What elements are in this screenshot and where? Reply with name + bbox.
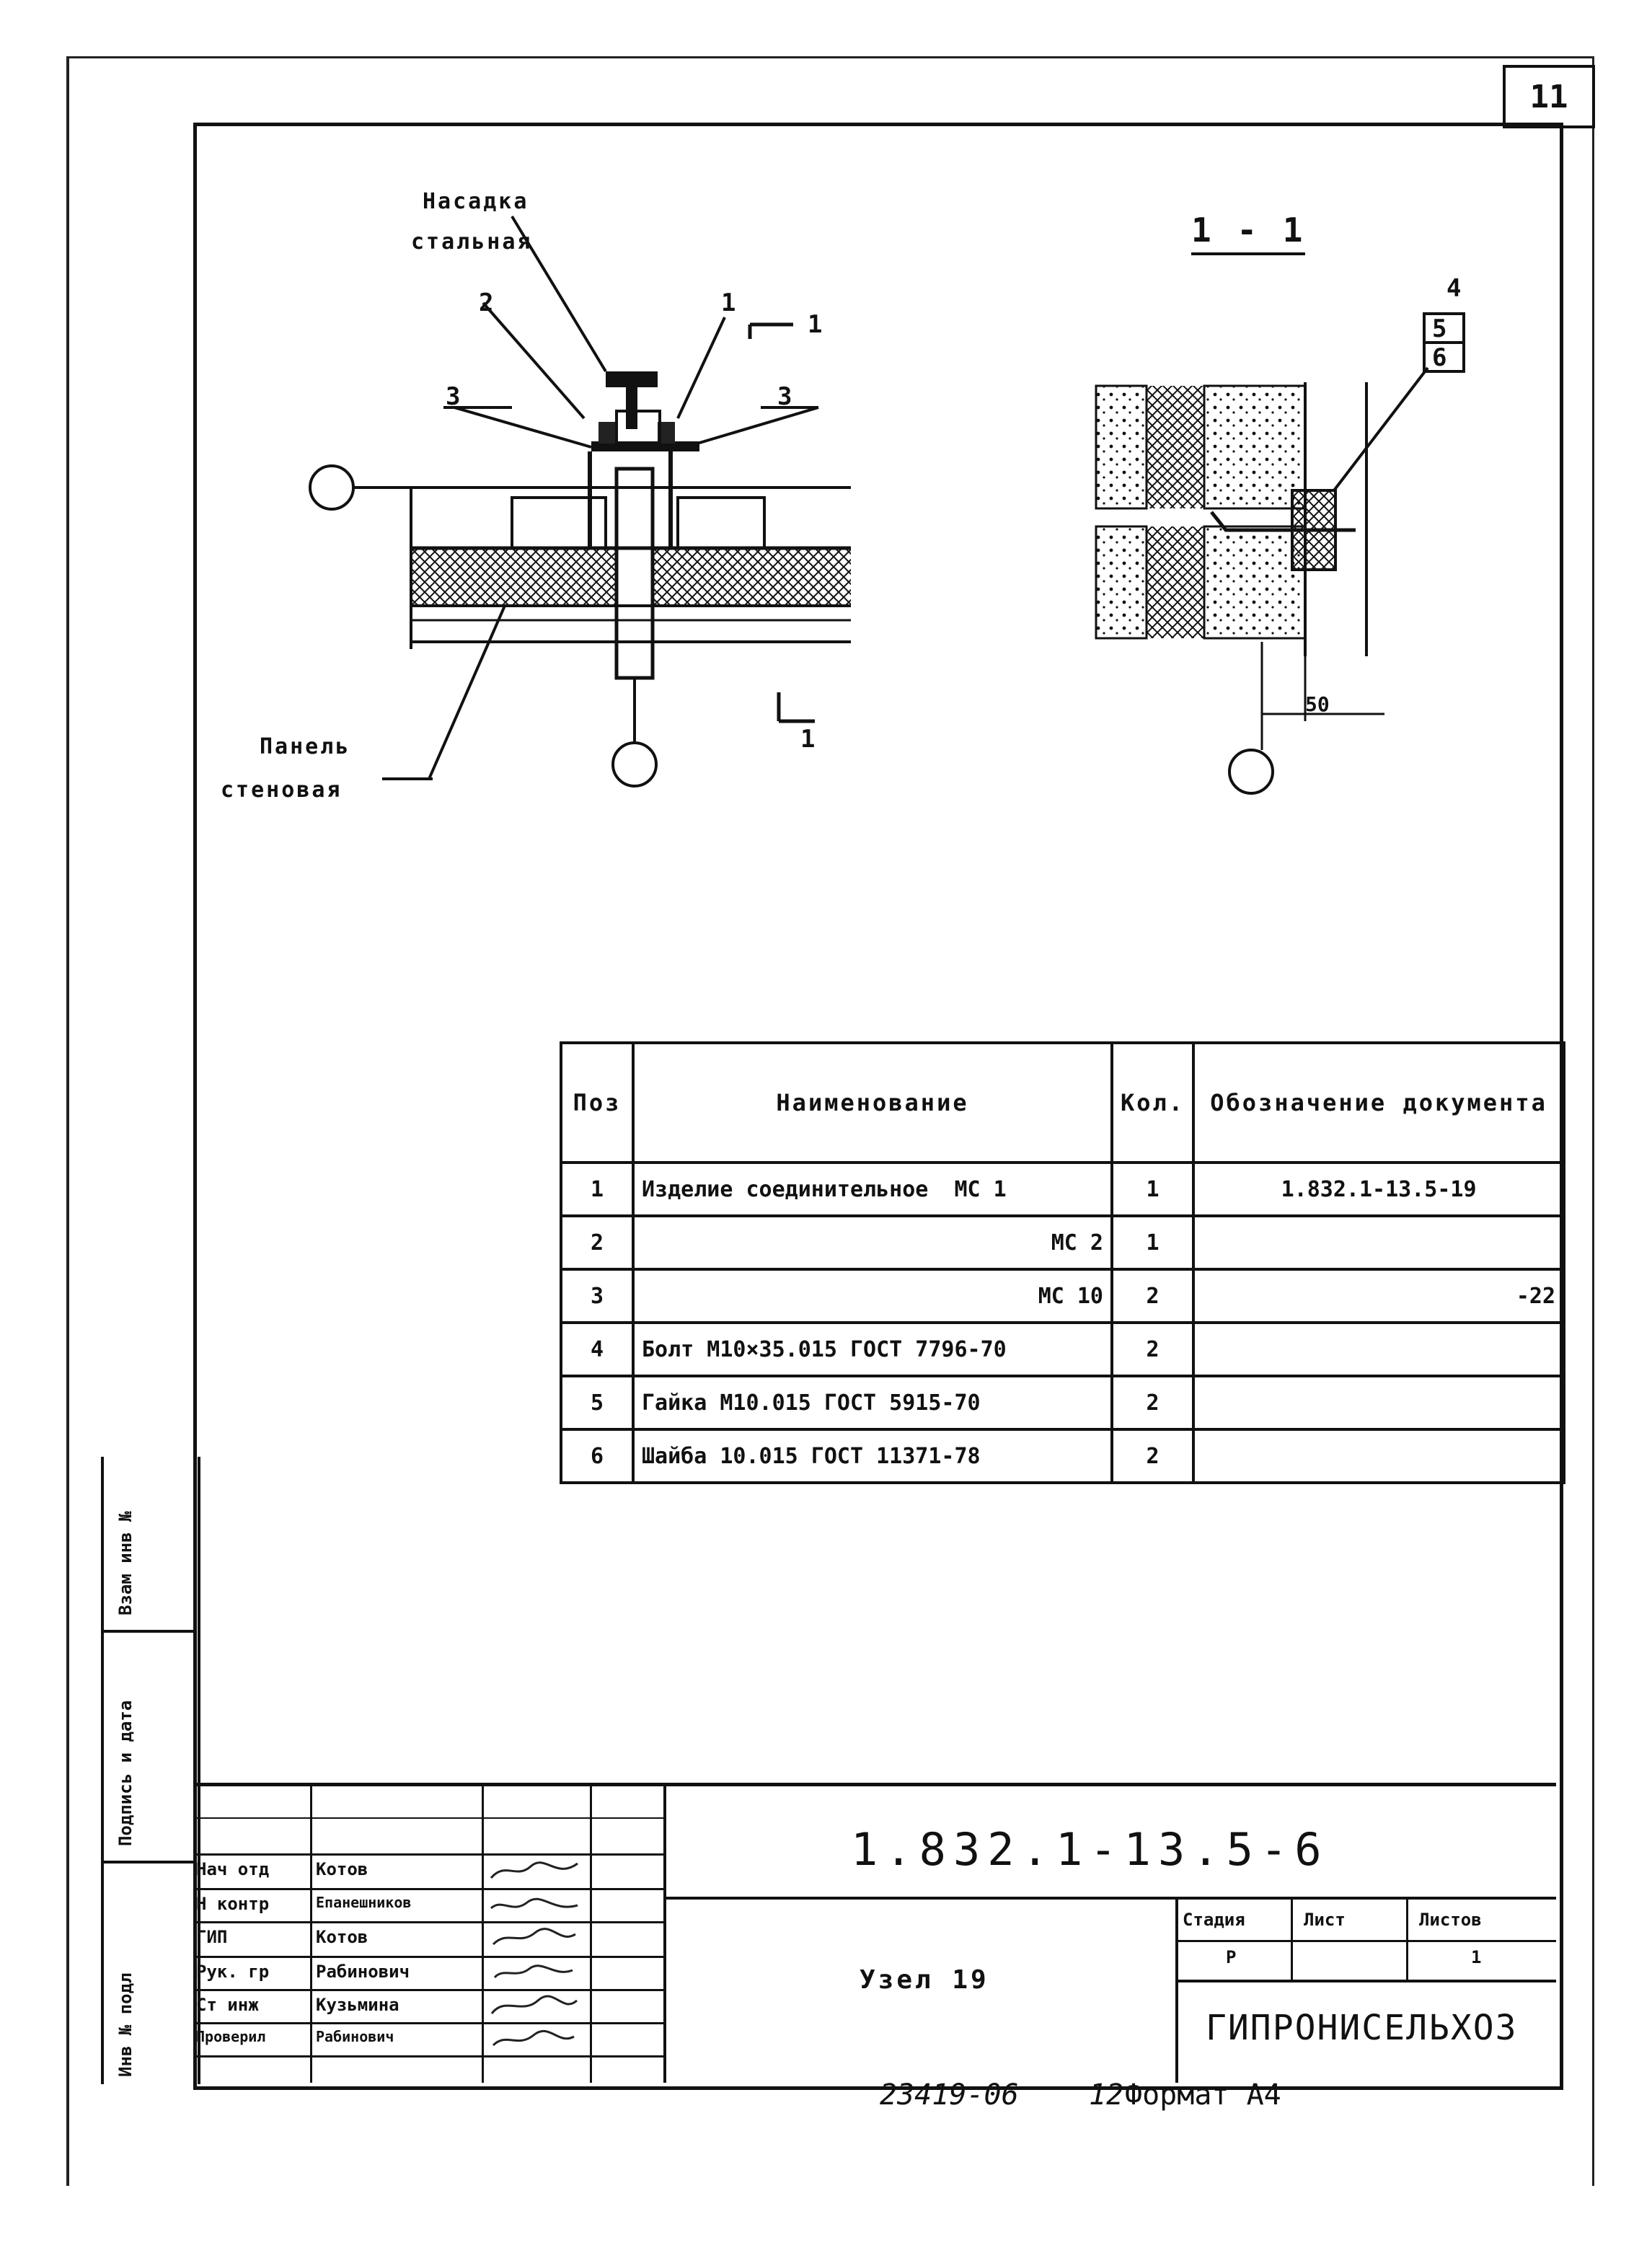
nozzle-label-line2: стальная — [411, 229, 533, 255]
table-row: 3 МС 10 2 -22 — [561, 1269, 1564, 1323]
callout-3-right: 3 — [777, 382, 792, 411]
format-label: Формат А4 — [1125, 2078, 1281, 2112]
panel-label-line2: стеновая — [221, 777, 343, 803]
document-code: 1.832.1-13.5-6 — [851, 1823, 1329, 1876]
name-4: Кузьмина — [316, 1995, 399, 2015]
signature-2 — [487, 1926, 583, 1951]
name-5: Рабинович — [316, 2028, 394, 2045]
sheets-header: Листов — [1419, 1910, 1482, 1930]
role-3: Рук. гр — [196, 1962, 270, 1982]
table-row: 2 МС 2 1 — [561, 1216, 1564, 1269]
name-2: Котов — [316, 1927, 368, 1947]
role-4: Ст инж — [196, 1995, 259, 2015]
organization-name: ГИПРОНИСЕЛЬХОЗ — [1206, 2008, 1518, 2048]
table-row: 1 Изделие соединительное МС 1 1 1.832.1-13.5-19 — [561, 1163, 1564, 1216]
callout-2: 2 — [479, 288, 494, 317]
signature-4 — [487, 1993, 583, 2019]
section-title: 1 - 1 — [1191, 211, 1305, 255]
archive-code: 23419-06 — [880, 2078, 1019, 2112]
header-doc: Обозначение документа — [1193, 1043, 1564, 1163]
dimension-50: 50 — [1305, 692, 1330, 716]
callout-5: 5 — [1432, 314, 1447, 343]
node-drawing-section — [1082, 274, 1485, 808]
stamp-replace-inv: Взам инв № — [115, 1511, 136, 1615]
role-0: Нач отд — [196, 1859, 270, 1879]
signature-5 — [487, 2026, 583, 2052]
stage-value: Р — [1226, 1947, 1237, 1967]
role-5: Проверил — [196, 2028, 266, 2045]
role-1: Н контр — [196, 1894, 270, 1914]
table-row: 4 Болт М10×35.015 ГОСТ 7796-70 2 — [561, 1323, 1564, 1376]
section-mark-bottom: 1 — [800, 725, 816, 754]
section-mark-top: 1 — [808, 310, 823, 339]
sheet-number: 11 — [1503, 65, 1595, 128]
sheets-value: 1 — [1471, 1947, 1482, 1967]
table-row: 6 Шайба 10.015 ГОСТ 11371-78 2 — [561, 1429, 1564, 1483]
callout-3-left: 3 — [446, 382, 461, 411]
stamp-sign-date: Подпись и дата — [115, 1700, 136, 1846]
role-2: ГИП — [196, 1927, 228, 1947]
sheet-header: Лист — [1304, 1910, 1346, 1930]
node-drawing-plan — [288, 173, 880, 822]
specification-table — [560, 1041, 1565, 1484]
node-name: Узел 19 — [860, 1965, 989, 1995]
table-row: 5 Гайка М10.015 ГОСТ 5915-70 2 — [561, 1376, 1564, 1429]
stage-header: Стадия — [1183, 1910, 1245, 1930]
name-0: Котов — [316, 1859, 368, 1879]
callout-4: 4 — [1446, 274, 1462, 303]
name-1: Епанешников — [316, 1894, 412, 1911]
signature-3 — [487, 1960, 583, 1986]
signature-1 — [487, 1892, 583, 1918]
header-pos: Поз — [561, 1043, 633, 1163]
callout-6: 6 — [1432, 343, 1447, 372]
callout-1: 1 — [721, 288, 736, 317]
signature-0 — [487, 1858, 583, 1884]
header-qty: Кол. — [1112, 1043, 1193, 1163]
name-3: Рабинович — [316, 1962, 410, 1982]
nozzle-label-line1: Насадка — [423, 189, 529, 214]
header-name: Наименование — [633, 1043, 1112, 1163]
page-number: 12 — [1089, 2078, 1124, 2112]
stamp-inv-orig: Инв № подл — [115, 1972, 136, 2077]
panel-label-line1: Панель — [260, 734, 351, 759]
